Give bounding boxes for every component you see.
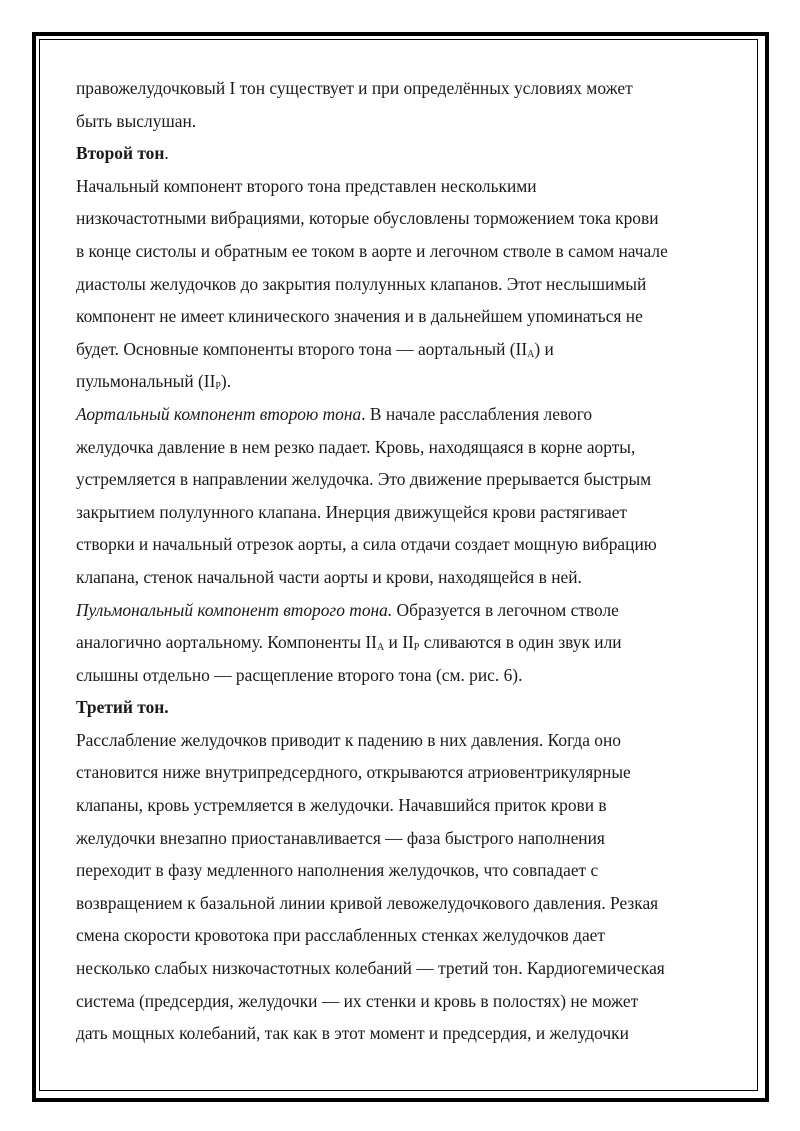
text-segment: в конце систолы и обратным ее током в аорте и легочном стволе в самом начале (76, 240, 668, 261)
text-line (76, 235, 736, 268)
text-segment: аналогично аортальному. Компоненты II (76, 632, 377, 653)
italic-term: Аортальный компонент второю тона (76, 403, 362, 424)
text-segment: сливаются в один звук или (419, 632, 622, 653)
text-line (76, 626, 736, 659)
subscript: P (413, 642, 420, 654)
text-line (76, 789, 736, 822)
text-segment: створки и начальный отрезок аорты, а сила отдачи создает мощную вибрацию (76, 534, 657, 555)
text-line (76, 724, 736, 757)
text-line (76, 365, 736, 398)
text-segment: диастолы желудочков до закрытия полулунных клапанов. Этот неслышимый (76, 273, 647, 294)
text-segment: желудочки внезапно приостанавливается — фаза быстрого наполнения (76, 827, 605, 848)
text-line (76, 919, 736, 952)
text-segment: переходит в фазу медленного наполнения желудочков, что совпадает с (76, 860, 599, 881)
text-segment: слышны отдельно — расщепление второго тона (см. рис. 6). (76, 664, 523, 685)
text-line (76, 463, 736, 496)
section-heading: Третий тон. (76, 697, 169, 718)
text-segment: будет. Основные компоненты второго тона — аортальный (II (76, 338, 528, 359)
text-line (76, 952, 736, 985)
text-line (76, 822, 736, 855)
text-line (76, 691, 736, 724)
text-line (76, 300, 736, 333)
text-line (76, 659, 736, 692)
text-segment: несколько слабых низкочастотных колебаний — третий тон. Кардиогемическая (76, 958, 665, 979)
text-line (76, 202, 736, 235)
text-segment: возвращением к базальной линии кривой левожелудочкового давления. Резкая (76, 892, 659, 913)
text-segment: ) и (534, 338, 554, 359)
text-line (76, 528, 736, 561)
text-segment: закрытием полулунного клапана. Инерция движущейся крови растягивает (76, 501, 628, 522)
text-segment: ). (220, 371, 232, 392)
text-segment: и II (384, 632, 414, 653)
text-line (76, 137, 736, 170)
text-line (76, 268, 736, 301)
text-segment: становится ниже внутрипредсердного, открываются атриовентрикулярные (76, 762, 631, 783)
text-segment: Начальный компонент второго тона представлен несколькими (76, 175, 537, 196)
text-segment: Расслабление желудочков приводит к падению в них давления. Когда оно (76, 729, 621, 750)
subscript: A (527, 348, 535, 360)
text-line (76, 170, 736, 203)
text-line (76, 561, 736, 594)
text-line (76, 72, 736, 105)
text-segment: устремляется в направлении желудочка. Это движение прерывается быстрым (76, 469, 652, 490)
text-line (76, 496, 736, 529)
text-segment: дать мощных колебаний, так как в этот момент и предсердия, и желудочки (76, 1023, 629, 1044)
section-heading: Второй тон (76, 143, 165, 164)
text-line (76, 431, 736, 464)
text-segment: клапана, стенок начальной части аорты и крови, находящейся в ней. (76, 566, 582, 587)
text-segment: система (предсердия, желудочки — их стенки и кровь в полостях) не может (76, 990, 639, 1011)
subscript: P (215, 381, 221, 393)
text-segment: клапаны, кровь устремляется в желудочки. Начавшийся приток крови в (76, 795, 607, 816)
text-segment: смена скорости кровотока при расслабленных стенках желудочков дает (76, 925, 605, 946)
text-segment: правожелудочковый I тон существует и при определённых условиях может (76, 78, 633, 98)
text-line (76, 398, 736, 431)
text-line (76, 105, 736, 138)
subscript: A (376, 642, 385, 654)
text-line (76, 333, 736, 366)
text-line (76, 985, 736, 1018)
text-segment: Образуется в легочном стволе (392, 599, 619, 620)
text-line (76, 594, 736, 627)
text-segment: . (164, 143, 169, 164)
italic-term: Пульмональный компонент второго тона. (76, 599, 393, 620)
document-body (76, 72, 736, 1050)
text-segment: желудочка давление в нем резко падает. Кровь, находящаяся в корне аорты, (76, 436, 636, 457)
text-segment: . В начале расслабления левого (361, 403, 593, 424)
text-segment: компонент не имеет клинического значения и в дальнейшем упоминаться не (76, 306, 643, 327)
text-line (76, 756, 736, 789)
text-segment: низкочастотными вибрациями, которые обусловлены торможением тока крови (76, 208, 659, 229)
text-segment: пульмональный (II (76, 371, 216, 392)
text-line (76, 854, 736, 887)
text-segment: быть выслушан. (76, 110, 197, 131)
text-line (76, 1017, 736, 1050)
text-line (76, 887, 736, 920)
